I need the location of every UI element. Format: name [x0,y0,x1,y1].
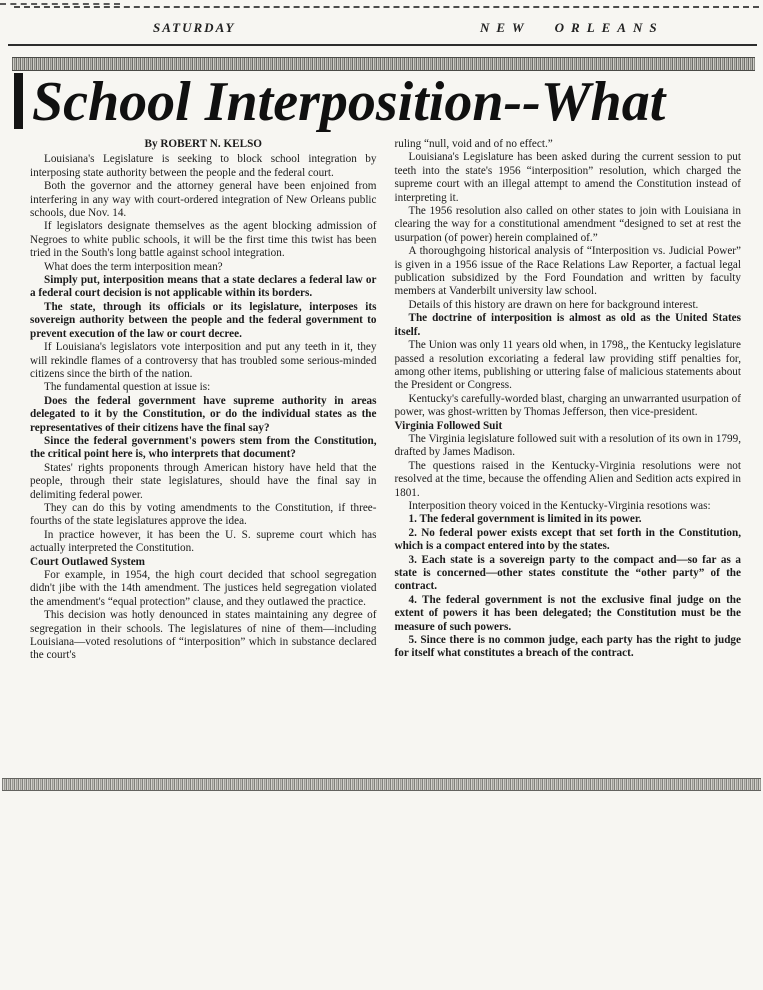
article-paragraph: The state, through its officials or its legislature, interposes its sovereign authority between the people and the federal government to prevent execution of the law or court decree. [30,300,377,340]
article-paragraph: This decision was hotly denounced in states maintaining any degree of segregation in their schools. The legislatures of nine of them—including Louisiana—voted resolutions of “interposition” which in substance declared the court's [30,609,377,662]
article-paragraph: Details of this history are drawn on here for background interest. [408,298,699,311]
article-paragraph: A thoroughgoing historical analysis of “Interposition vs. Judicial Power” is given in a 1956 issue of the Race Relations Law Reporter, a factual legal publication subsidized by the Ford Foundation and written by faculty members at Vanderbilt university law school. [394,245,741,298]
headline-left-bar [14,73,23,129]
article-paragraph: The Union was only 11 years old when, in 1798,, the Kentucky legislature passed a resolution excoriating a federal law providing stiff penalties for, among other items, publishing or uttering false of malicious statements about the President or Congress. [394,339,741,392]
article-paragraph: The doctrine of interposition is almost as old as the United States itself. [394,312,741,338]
article-paragraph: If legislators designate themselves as the agent blocking admission of Negroes to white public schools, it will be the first time this twist has been tried in the South's long battle against school integration. [30,220,377,260]
article-paragraph: Louisiana's Legislature has been asked during the current session to put teeth into the state's 1956 “interposition” resolution, which charged the supreme court with an illegal attempt to amend the Constitution instead of interpreting it. [394,151,741,204]
article-paragraph: 1. The federal government is limited in its power. [408,513,642,526]
article-paragraph: States' rights proponents through American history have held that the people, through their state legislatures, should have the final say in delimiting federal power. [30,461,377,501]
article-paragraph: 5. Since there is no common judge, each party has the right to judge for itself what constitutes a breach of the contract. [394,634,741,660]
top-dashed-rule-secondary [0,3,120,5]
article-paragraph: Since the federal government's powers stem from the Constitution, the critical point here is, who interprets that document? [30,434,377,461]
article-paragraph: In practice however, it has been the U. S. supreme court which has actually interpreted the Constitution. [30,528,377,555]
article-column-left [30,138,377,663]
masthead-city: NEW ORLEANS [480,20,664,35]
section-subhead: Virginia Followed Suit [394,419,503,432]
article-paragraph: What does the term interposition mean? [44,260,223,273]
article-headline: School Interposition--What [32,73,666,133]
article-paragraph: If Louisiana's legislators vote interposition and put any teeth in it, they will rekindle flames of a controversy that has troubled some serious-minded citizens since the birth of the nation. [30,341,377,380]
article-paragraph: The fundamental question at issue is: [44,381,211,394]
masthead-day: SATURDAY [153,20,236,35]
article-paragraph: 2. No federal power exists except that set forth in the Constitution, which is a compact entered into by the states. [394,526,741,553]
article-paragraph: Kentucky's carefully-worded blast, charging an unwarranted usurpation of power, was ghost-written by Thomas Jefferson, then vice-president. [394,392,741,419]
ornamental-band-top [12,57,755,71]
byline: By ROBERT N. KELSO [144,138,263,150]
article-paragraph: The Virginia legislature followed suit with a resolution of its own in 1799, drafted by James Madison. [394,432,741,459]
article-paragraph: The 1956 resolution also called on other states to join with Louisiana in clearing the way for a constitutional amendment “designed to set at rest the usurpation (of power) herein complained of.” [394,205,741,244]
article-paragraph: Both the governor and the attorney general have been enjoined from interfering in any way with court-ordered integration of New Orleans public schools, due Nov. 14. [30,180,377,220]
section-subhead: Court Outlawed System [30,555,145,568]
article-column-right [395,138,742,663]
article-paragraph: Louisiana's Legislature is seeking to block school integration by interposing state authority between the people and the federal court. [30,153,377,179]
top-dashed-rule [14,6,759,8]
article-paragraph: 3. Each state is a sovereign party to the compact and—so far as a state is concerned—other states constitute the “other party” of the contract. [394,553,741,593]
article-paragraph: They can do this by voting amendments to the Constitution, if three-fourths of the state legislatures approve the idea. [30,501,377,528]
article-paragraph: 4. The federal government is not the exclusive final judge on the extent of powers it has been delegated; the Constitution must be the measure of such powers. [394,593,741,633]
article-body [30,138,741,663]
masthead-row [0,20,763,40]
article-paragraph: Simply put, interposition means that a state declares a federal law or a federal court decision is not applicable within its borders. [30,274,377,300]
article-paragraph: The questions raised in the Kentucky-Virginia resolutions were not resolved at the time, because the offending Alien and Sedition acts expired in 1801. [394,459,741,499]
headline-block [14,73,763,133]
article-paragraph: ruling “null, void and of no effect.” [394,138,553,150]
ornamental-band-bottom [2,778,761,791]
article-paragraph: Does the federal government have supreme authority in areas delegated to it by the Constitution, or do the individual states as the representatives of their citizens have the final say? [30,394,377,434]
article-paragraph: For example, in 1954, the high court decided that school segregation didn't jibe with the 14th amendment. The justices held segregation violated the amendment's “equal protection” clause, and they outlawed the practice. [30,569,377,608]
article-paragraph: Interposition theory voiced in the Kentucky-Virginia resotions was: [408,499,711,512]
masthead-rule [8,44,757,46]
